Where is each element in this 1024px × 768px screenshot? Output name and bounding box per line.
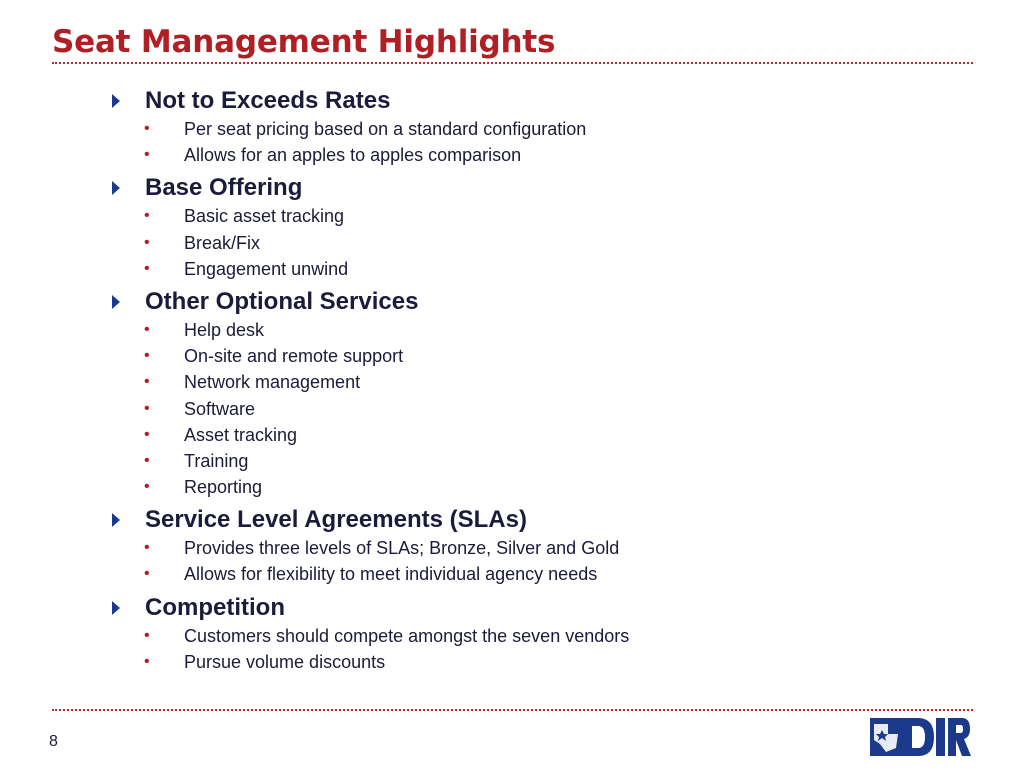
triangle-bullet-icon (112, 181, 120, 195)
list-item-text: Basic asset tracking (184, 206, 345, 227)
bullet-dot-icon: • (144, 120, 150, 137)
section-heading (0, 593, 1024, 623)
section-3 (0, 505, 1024, 587)
bullet-dot-icon: • (144, 399, 150, 417)
bullet-dot-icon: • (144, 146, 150, 164)
list-item-text: Provides three levels of SLAs; Bronze, Silver and Gold (184, 538, 620, 559)
list-item (0, 343, 1024, 369)
list-item-text: Per seat pricing based on a standard configuration (184, 119, 587, 139)
bullet-dot-icon: • (144, 425, 150, 443)
list-item-text: Allows for flexibility to meet individual agency needs (184, 564, 598, 585)
section-1 (0, 173, 1024, 282)
triangle-bullet-icon (112, 94, 120, 108)
section-heading-text: Not to Exceeds Rates (145, 87, 391, 114)
bullet-dot-icon: • (144, 451, 150, 469)
list-item (0, 623, 1024, 649)
section-heading-text: Service Level Agreements (SLAs) (145, 506, 527, 534)
list-item-text: Allows for an apples to apples comparison (184, 145, 522, 166)
bullet-dot-icon: • (144, 565, 150, 583)
list-item (0, 203, 1024, 229)
list-item-text: Asset tracking (184, 424, 298, 445)
list-item-text: Reporting (184, 477, 263, 498)
list-item (0, 369, 1024, 395)
triangle-bullet-icon (112, 601, 120, 615)
bullet-dot-icon: • (144, 207, 150, 225)
list-item (0, 396, 1024, 422)
slide-title: Seat Management Highlights (52, 24, 556, 60)
list-item (0, 561, 1024, 587)
list-item (0, 535, 1024, 561)
list-item-text: Engagement unwind (184, 258, 349, 279)
list-item-text: Pursue volume discounts (184, 651, 386, 672)
list-item (0, 474, 1024, 500)
bullet-content (0, 86, 1024, 675)
bullet-dot-icon: • (144, 373, 150, 391)
section-heading (0, 505, 1024, 535)
section-2 (0, 287, 1024, 500)
title-divider (52, 62, 973, 64)
section-4 (0, 593, 1024, 675)
bullet-dot-icon: • (144, 478, 150, 496)
list-item-text: Training (184, 450, 249, 471)
list-item-text: Help desk (184, 319, 265, 340)
bullet-dot-icon: • (144, 626, 150, 644)
bullet-dot-icon: • (144, 259, 150, 277)
list-item-text: Software (184, 398, 256, 419)
triangle-bullet-icon (112, 295, 120, 309)
list-item (0, 142, 1024, 168)
list-item (0, 116, 1024, 142)
section-0 (0, 86, 1024, 168)
page-number: 8 (49, 733, 58, 750)
list-item (0, 317, 1024, 343)
section-heading (0, 86, 1024, 116)
dir-logo (868, 714, 972, 760)
section-heading-text: Base Offering (145, 174, 303, 202)
bullet-dot-icon: • (144, 320, 150, 338)
section-heading (0, 287, 1024, 317)
list-item-text: Break/Fix (184, 232, 261, 253)
list-item-text: On-site and remote support (184, 346, 404, 367)
list-item (0, 649, 1024, 675)
list-item (0, 448, 1024, 474)
section-heading-text: Competition (145, 593, 285, 621)
bullet-dot-icon: • (144, 233, 150, 251)
bullet-dot-icon: • (144, 652, 150, 670)
list-item (0, 422, 1024, 448)
triangle-bullet-icon (112, 513, 120, 527)
footer-divider (52, 709, 973, 711)
section-heading-text: Other Optional Services (145, 287, 419, 315)
list-item-text: Customers should compete amongst the seven vendors (184, 625, 630, 646)
list-item (0, 230, 1024, 256)
bullet-dot-icon: • (144, 347, 150, 365)
bullet-dot-icon: • (144, 539, 150, 557)
list-item (0, 256, 1024, 282)
section-heading (0, 173, 1024, 203)
list-item-text: Network management (184, 372, 361, 393)
